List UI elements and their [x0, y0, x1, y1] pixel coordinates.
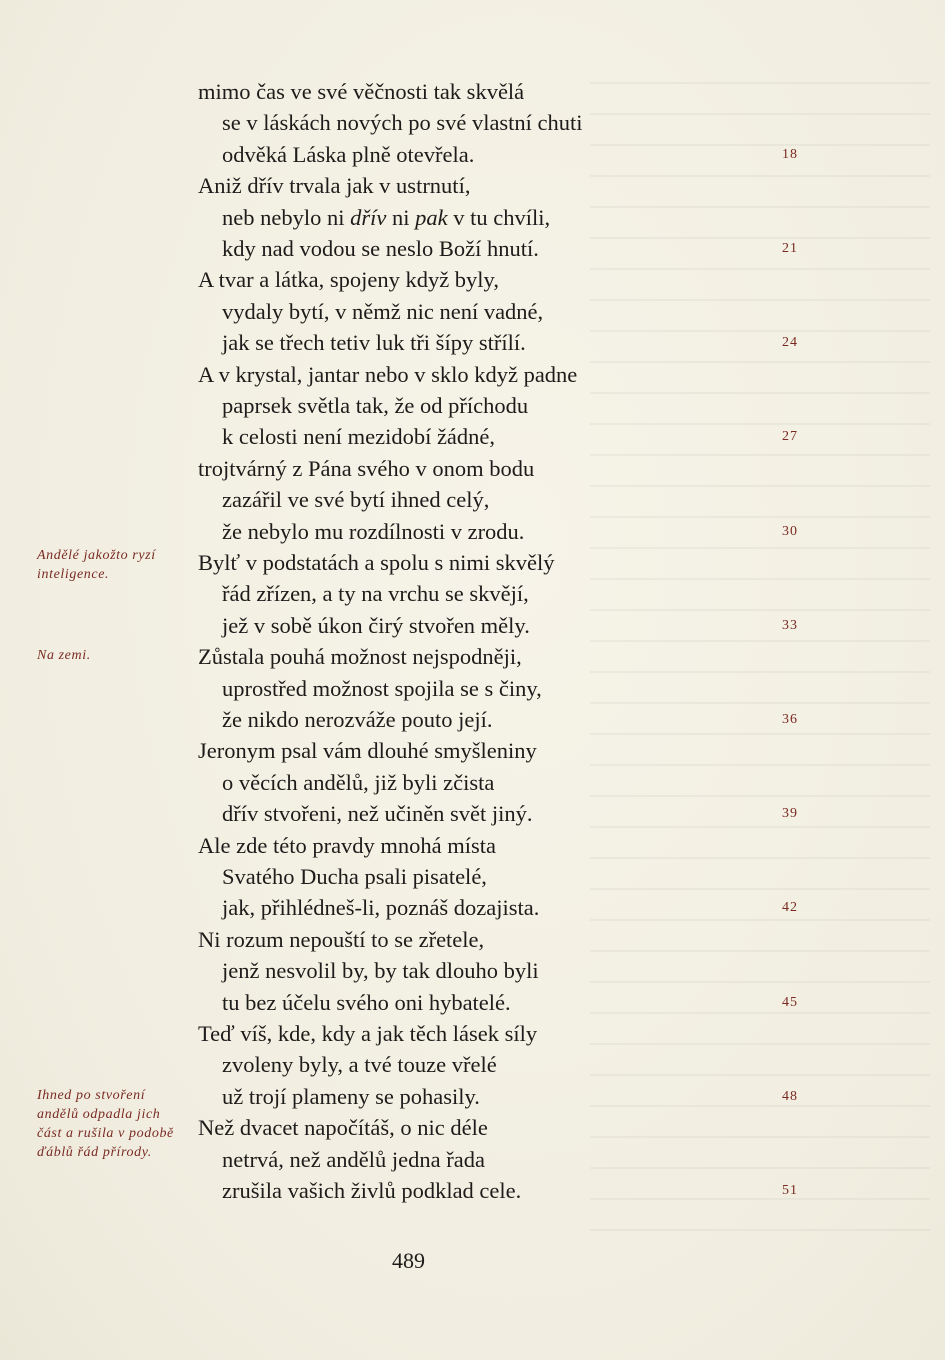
poem-line: Teď víš, kde, kdy a jak těch lásek síly	[198, 1021, 538, 1046]
poem-line: mimo čas ve své věčnosti tak skvělá	[198, 79, 525, 104]
margin-note-earth: Na zemi.	[37, 648, 91, 663]
poem-line: zvoleny byly, a tvé touze vřelé	[222, 1052, 497, 1078]
poem-line: kdy nad vodou se neslo Boží hnutí.	[222, 236, 539, 261]
poem-line: o věcích andělů, již byli zčista	[222, 769, 495, 795]
line-number: 45	[782, 994, 798, 1010]
poem-line: řád zřízen, a ty na vrchu se skvějí,	[222, 581, 529, 607]
poem-line: Ale zde této pravdy mnohá místa	[198, 832, 497, 858]
margin-note-angels: Andělé jakožto ryzí inteligence.	[37, 548, 156, 582]
poem-line: se v láskách nových po své vlastní chuti	[222, 110, 583, 136]
poem-line: Svatého Ducha psali pisatelé,	[222, 864, 487, 889]
poem-line: Aniž dřív trvala jak v ustrnutí,	[198, 173, 471, 199]
poem-line: Než dvacet napočítáš, o nic déle	[198, 1115, 488, 1141]
poem-line: že nikdo nerozváže pouto její.	[222, 707, 493, 732]
line-number: 30	[782, 523, 798, 539]
line-number: 27	[782, 429, 798, 445]
margin-note-fall: Ihned po stvoření andělů odpadla jich část a rušila v podobě ďáblů řád přírody.	[37, 1088, 174, 1160]
poem-line: Bylť v podstatách a spolu s nimi skvělý	[198, 550, 555, 575]
poem-line: jak se třech tetiv luk tři šípy střílí.	[222, 330, 526, 356]
poem-line: uprostřed možnost spojila se s činy,	[222, 675, 542, 701]
line-number: 48	[782, 1088, 798, 1104]
poem-line: trojtvárný z Pána svého v onom bodu	[198, 455, 535, 481]
line-number: 42	[782, 900, 798, 916]
poem-line: odvěká Láska plně otevřela.	[222, 141, 475, 167]
poem-line: Zůstala pouhá možnost nejspodněji,	[198, 644, 522, 670]
poem-line: Ni rozum nepouští to se zřetele,	[198, 926, 485, 952]
poem-line: netrvá, než andělů jedna řada	[222, 1146, 485, 1172]
poem-line: že nebylo mu rozdílnosti v zrodu.	[222, 518, 525, 544]
page-number: 489	[392, 1248, 425, 1273]
poem-line: zrušila vašich živlů podklad cele.	[222, 1178, 522, 1203]
line-number: 51	[782, 1183, 798, 1198]
poem-line: paprsek světla tak, že od příchodu	[222, 393, 529, 418]
line-number: 21	[782, 241, 798, 256]
line-number: 18	[782, 146, 798, 162]
line-number: 33	[782, 617, 798, 633]
poem-line: k celosti není mezidobí žádné,	[222, 424, 496, 450]
poem-line: jež v sobě úkon čirý stvořen měly.	[222, 612, 530, 638]
poem-line: A tvar a látka, spojeny když byly,	[198, 267, 499, 293]
poem-line: dřív stvořeni, než učiněn svět jiný.	[222, 801, 533, 827]
poem-line: jak, přihlédneš-li, poznáš dozajista.	[222, 895, 540, 921]
poem-line: zazářil ve své bytí ihned celý,	[222, 487, 490, 513]
bleed-through-shadow	[590, 60, 930, 1240]
poem-line: neb nebylo ni dřív ni pak v tu chvíli,	[222, 204, 551, 230]
poem-line: už trojí plameny se pohasily.	[222, 1083, 480, 1109]
poem-line: vydaly bytí, v němž nic není vadné,	[222, 298, 544, 324]
line-number: 39	[782, 806, 798, 822]
poem-line: A v krystal, jantar nebo v sklo když padne	[198, 361, 578, 387]
poem-line: jenž nesvolil by, by tak dlouho byli	[222, 958, 539, 984]
line-number: 24	[782, 335, 798, 351]
poem-line: Jeronym psal vám dlouhé smyšleniny	[198, 738, 537, 764]
poem-line: tu bez účelu svého oni hybatelé.	[222, 989, 511, 1015]
line-number: 36	[782, 712, 798, 727]
